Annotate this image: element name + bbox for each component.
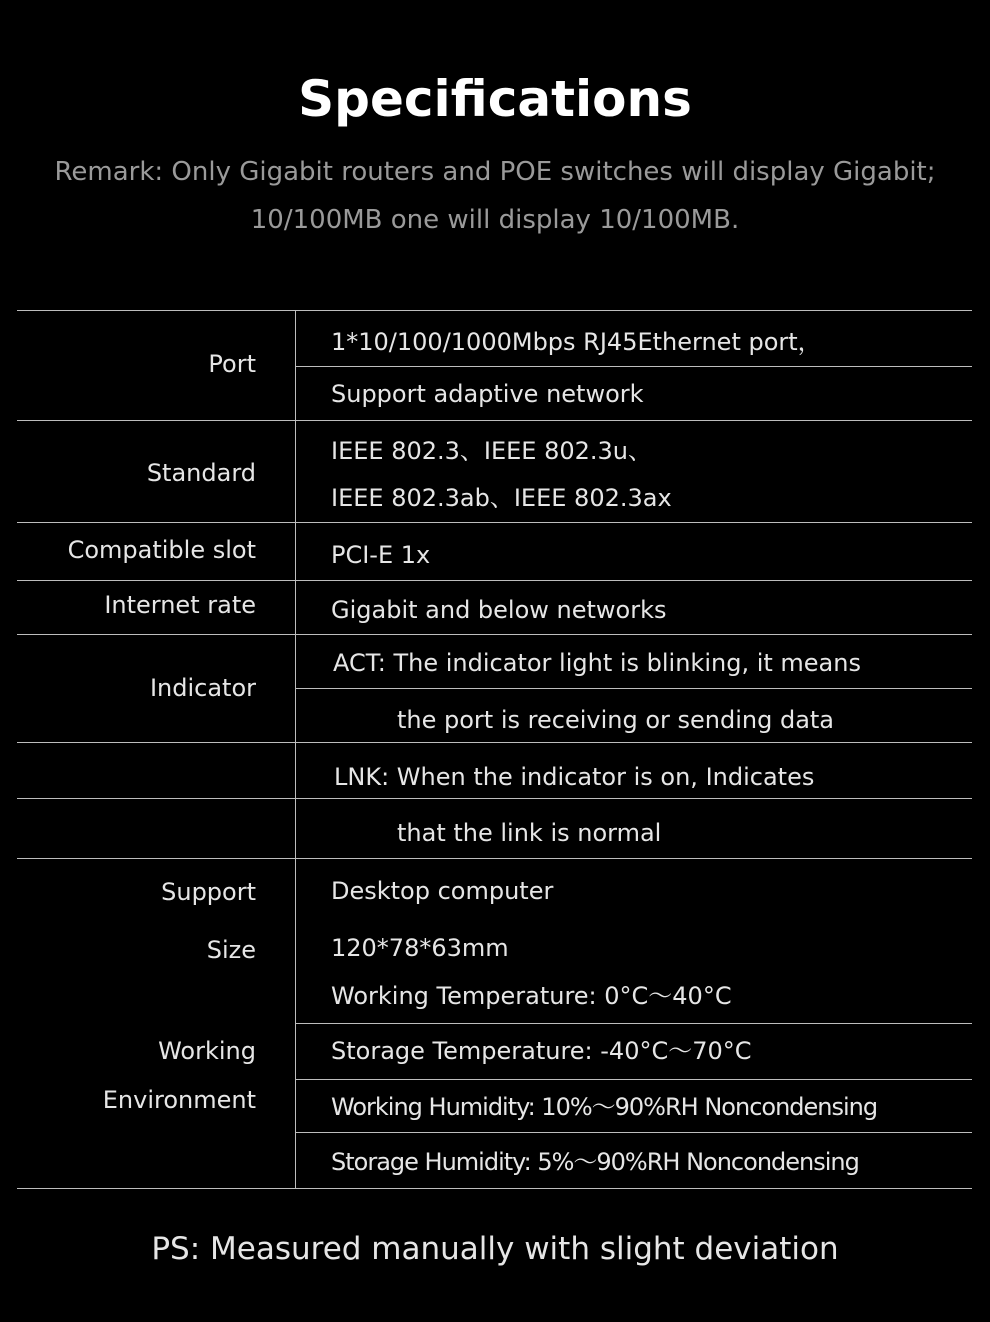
environment-label-line-2: Environment [102, 1086, 256, 1114]
table-divider [17, 798, 972, 799]
size-value: 120*78*63mm [331, 934, 509, 962]
port-value-line-1: 1*10/100/1000Mbps RJ45Ethernet port， [331, 328, 822, 356]
port-value-line-2: Support adaptive network [331, 380, 644, 408]
slot-value: PCI-E 1x [331, 541, 431, 569]
page-title: Specifications [298, 70, 692, 128]
working-temperature: Working Temperature: 0°C～40°C [331, 982, 732, 1010]
table-divider [17, 420, 972, 421]
table-divider [17, 522, 972, 523]
size-label: Size [206, 936, 256, 964]
storage-humidity: Storage Humidity: 5%～90%RH Noncondensing [331, 1148, 859, 1176]
remark-line-2: 10/100MB one will display 10/100MB. [250, 205, 740, 235]
table-divider [17, 1188, 972, 1189]
footer-note: PS: Measured manually with slight deviation [151, 1231, 839, 1267]
storage-temperature: Storage Temperature: -40°C～70°C [331, 1037, 752, 1065]
environment-label-line-1: Working [158, 1037, 256, 1065]
rate-label: Internet rate [104, 591, 256, 619]
port-label: Port [208, 350, 256, 378]
table-divider [295, 1023, 972, 1024]
indicator-act-line-2: the port is receiving or sending data [397, 706, 835, 734]
standard-label: Standard [146, 459, 256, 487]
support-label: Support [161, 878, 256, 906]
table-divider [295, 1079, 972, 1080]
indicator-lnk-line-1: LNK: When the indicator is on, Indicates [334, 763, 815, 791]
support-value: Desktop computer [331, 877, 554, 905]
indicator-lnk-line-2: that the link is normal [397, 819, 662, 847]
standard-value-line-2: IEEE 802.3ab、IEEE 802.3ax [331, 484, 672, 512]
rate-value: Gigabit and below networks [331, 596, 667, 624]
standard-value-line-1: IEEE 802.3、IEEE 802.3u、 [331, 437, 653, 465]
table-divider [17, 634, 972, 635]
indicator-label: Indicator [149, 674, 256, 702]
table-divider [17, 310, 972, 311]
table-divider [295, 1132, 972, 1133]
table-divider [295, 366, 972, 367]
indicator-act-line-1: ACT: The indicator light is blinking, it means [333, 649, 861, 677]
table-divider [17, 580, 972, 581]
table-divider [17, 742, 972, 743]
table-divider [295, 688, 972, 689]
column-divider [295, 310, 296, 1189]
remark-line-1: Remark: Only Gigabit routers and POE switches will display Gigabit; [54, 157, 936, 187]
table-divider [17, 858, 972, 859]
slot-label: Compatible slot [67, 536, 256, 564]
working-humidity: Working Humidity: 10%～90%RH Noncondensing [331, 1093, 878, 1121]
